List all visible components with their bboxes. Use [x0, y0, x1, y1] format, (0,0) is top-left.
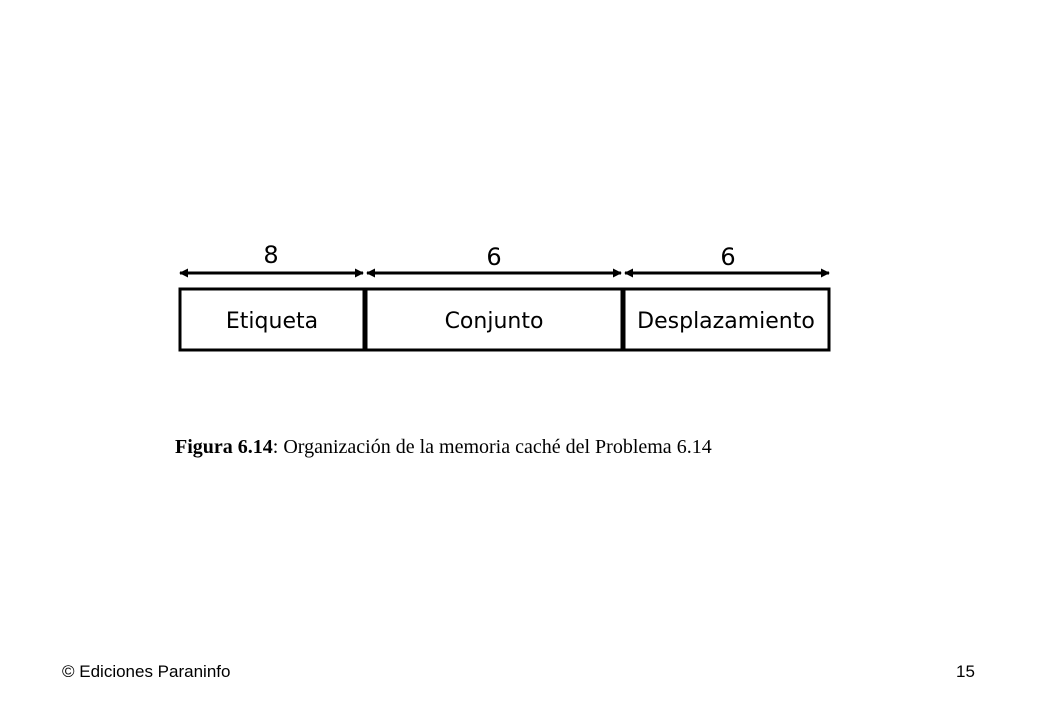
figure-number: Figura 6.14: [175, 436, 273, 458]
conjunto-bits: 6: [486, 243, 502, 271]
desplazamiento-bits: 6: [720, 243, 736, 271]
desplazamiento-label: Desplazamiento: [637, 309, 815, 334]
page-number: 15: [956, 662, 975, 681]
conjunto-label: Conjunto: [444, 309, 544, 334]
figure-caption-text: : Organización de la memoria caché del Problema 6.14: [272, 436, 712, 458]
etiqueta-bits: 8: [263, 241, 279, 269]
etiqueta-label: Etiqueta: [225, 309, 319, 334]
copyright-notice: © Ediciones Paraninfo: [62, 662, 231, 681]
figure-caption: [175, 436, 712, 459]
